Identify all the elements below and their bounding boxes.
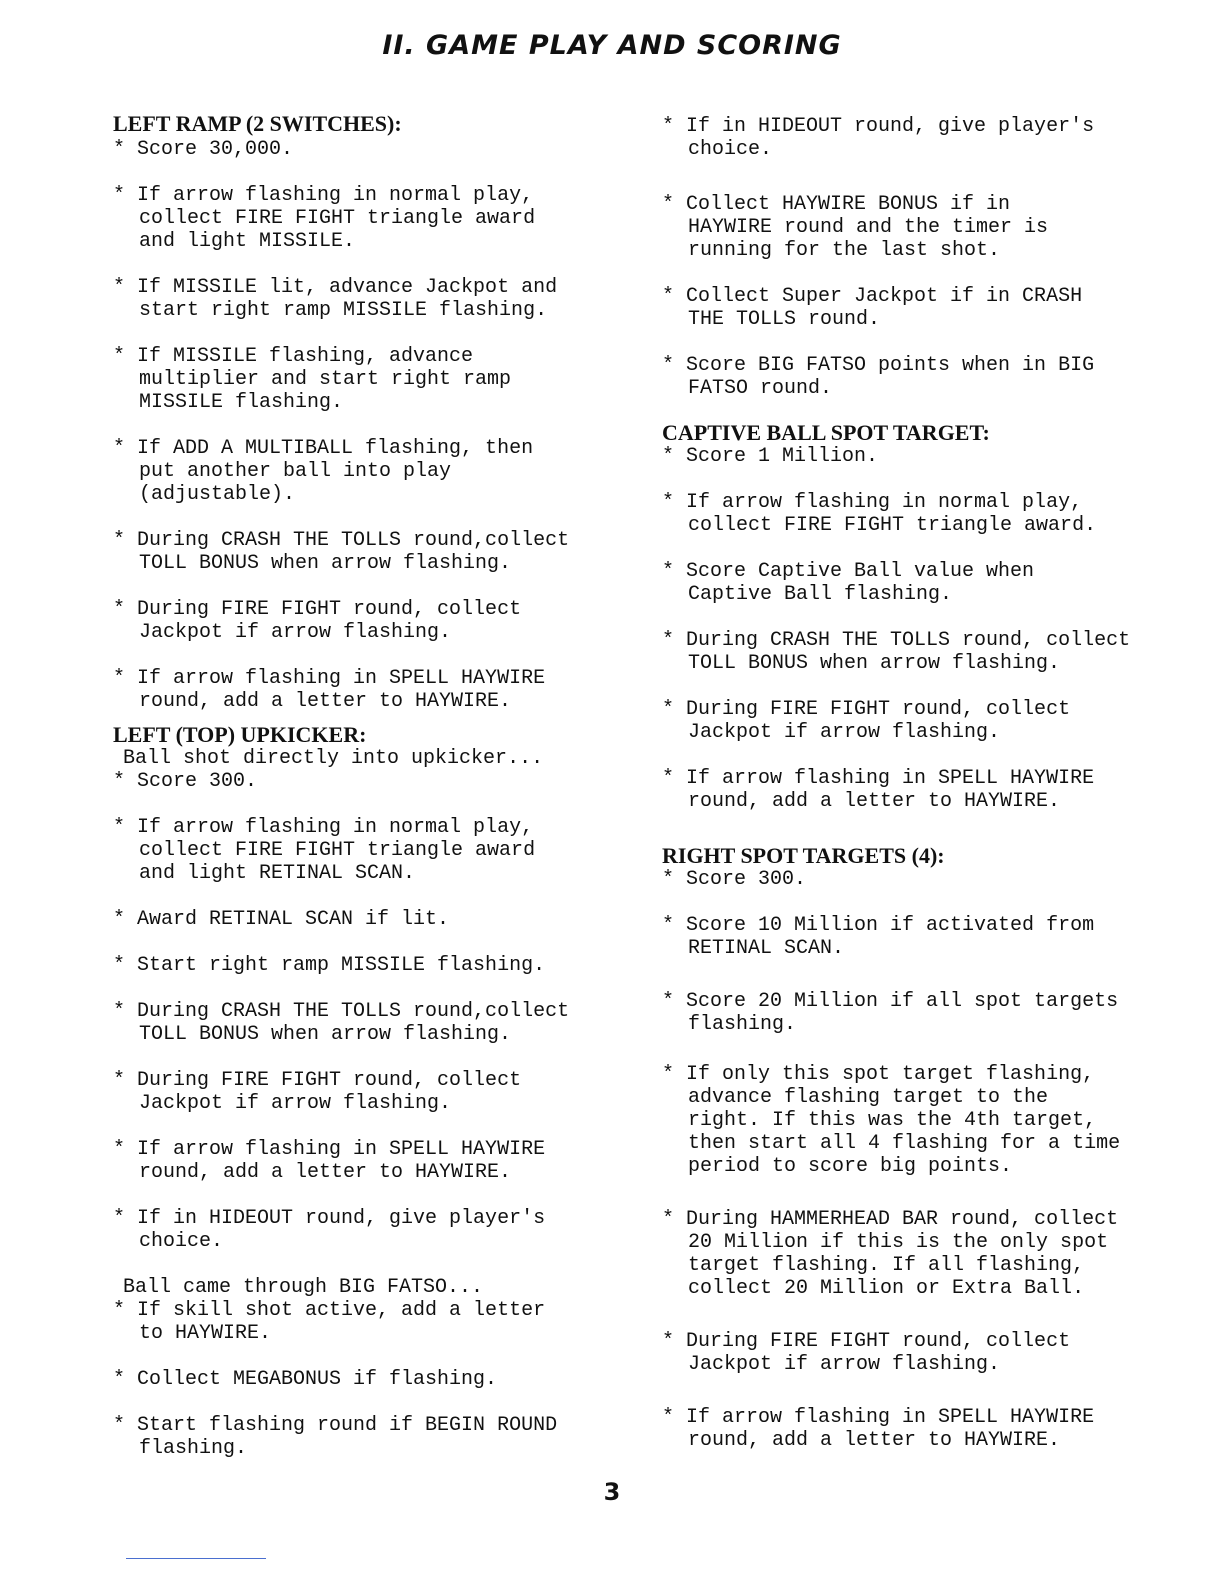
list-item: * If ADD A MULTIBALL flashing, then put another ball into play (adjustable). xyxy=(113,437,534,506)
list-item: * Score 30,000. xyxy=(113,138,294,161)
list-item: * Score 300. xyxy=(662,868,807,891)
right-column xyxy=(662,112,1222,1452)
list-item: * During CRASH THE TOLLS round,collect TOLL BONUS when arrow flashing. xyxy=(113,529,570,575)
list-item: * Score 1 Million. xyxy=(662,445,879,468)
list-item: * If arrow flashing in SPELL HAYWIRE round, add a letter to HAYWIRE. xyxy=(113,1138,546,1184)
list-item: * Start flashing round if BEGIN ROUND flashing. xyxy=(113,1414,558,1460)
list-item: * During CRASH THE TOLLS round, collect TOLL BONUS when arrow flashing. xyxy=(662,629,1131,675)
list-item: * If arrow flashing in SPELL HAYWIRE round, add a letter to HAYWIRE. xyxy=(662,767,1095,813)
list-item: * Score 10 Million if activated from RETINAL SCAN. xyxy=(662,914,1095,960)
list-item: * Collect MEGABONUS if flashing. xyxy=(113,1368,498,1391)
list-item: * If arrow flashing in normal play, collect FIRE FIGHT triangle award and light RETINAL SCAN. xyxy=(113,816,536,885)
section-heading-captive-ball: CAPTIVE BALL SPOT TARGET: xyxy=(662,420,990,445)
list-item: * Score BIG FATSO points when in BIG FATSO round. xyxy=(662,354,1095,400)
list-item: * If skill shot active, add a letter to HAYWIRE. xyxy=(113,1299,546,1345)
list-item: * If arrow flashing in SPELL HAYWIRE round, add a letter to HAYWIRE. xyxy=(662,1406,1095,1452)
list-item: * If arrow flashing in SPELL HAYWIRE round, add a letter to HAYWIRE. xyxy=(113,667,546,713)
page-title: II. GAME PLAY AND SCORING xyxy=(382,30,842,61)
list-item: * If MISSILE flashing, advance multiplier and start right ramp MISSILE flashing. xyxy=(113,345,512,414)
page-number: 3 xyxy=(603,1478,621,1506)
list-item: * If in HIDEOUT round, give player's choice. xyxy=(662,115,1095,161)
section-heading-right-spot-targets: RIGHT SPOT TARGETS (4): xyxy=(662,843,945,868)
list-item: * During FIRE FIGHT round, collect Jackpot if arrow flashing. xyxy=(662,1330,1071,1376)
list-item: * Start right ramp MISSILE flashing. xyxy=(113,954,546,977)
section-heading-left-ramp: LEFT RAMP (2 SWITCHES): xyxy=(113,111,402,136)
list-item: * Score 20 Million if all spot targets flashing. xyxy=(662,990,1119,1036)
section-heading-left-upkicker: LEFT (TOP) UPKICKER: xyxy=(113,722,367,747)
list-item: * During HAMMERHEAD BAR round, collect 20 Million if this is the only spot target flashing. If all flashing, collect 20 Million or Extra Ball. xyxy=(662,1208,1119,1300)
section-intro: Ball shot directly into upkicker... xyxy=(123,747,544,770)
list-item: * If arrow flashing in normal play, collect FIRE FIGHT triangle award. xyxy=(662,491,1097,537)
list-item: * Score 300. xyxy=(113,770,258,793)
list-item: * Award RETINAL SCAN if lit. xyxy=(113,908,450,931)
list-item: * During FIRE FIGHT round, collect Jackpot if arrow flashing. xyxy=(113,1069,522,1115)
list-item: * If only this spot target flashing, advance flashing target to the right. If this was the 4th target, then start all 4 flashing for a time period to score big points. xyxy=(662,1063,1121,1178)
section-intro: Ball came through BIG FATSO... xyxy=(123,1276,484,1299)
list-item: * If arrow flashing in normal play, collect FIRE FIGHT triangle award and light MISSILE. xyxy=(113,184,536,253)
left-column xyxy=(113,112,673,1460)
list-item: * During FIRE FIGHT round, collect Jackpot if arrow flashing. xyxy=(113,598,522,644)
list-item: * If MISSILE lit, advance Jackpot and start right ramp MISSILE flashing. xyxy=(113,276,558,322)
list-item: * During CRASH THE TOLLS round,collect TOLL BONUS when arrow flashing. xyxy=(113,1000,570,1046)
list-item: * If in HIDEOUT round, give player's choice. xyxy=(113,1207,546,1253)
list-item: * Collect Super Jackpot if in CRASH THE TOLLS round. xyxy=(662,285,1083,331)
list-item: * Score Captive Ball value when Captive Ball flashing. xyxy=(662,560,1035,606)
list-item: * During FIRE FIGHT round, collect Jackpot if arrow flashing. xyxy=(662,698,1071,744)
footnote-rule xyxy=(126,1558,266,1559)
list-item: * Collect HAYWIRE BONUS if in HAYWIRE round and the timer is running for the last shot. xyxy=(662,193,1049,262)
